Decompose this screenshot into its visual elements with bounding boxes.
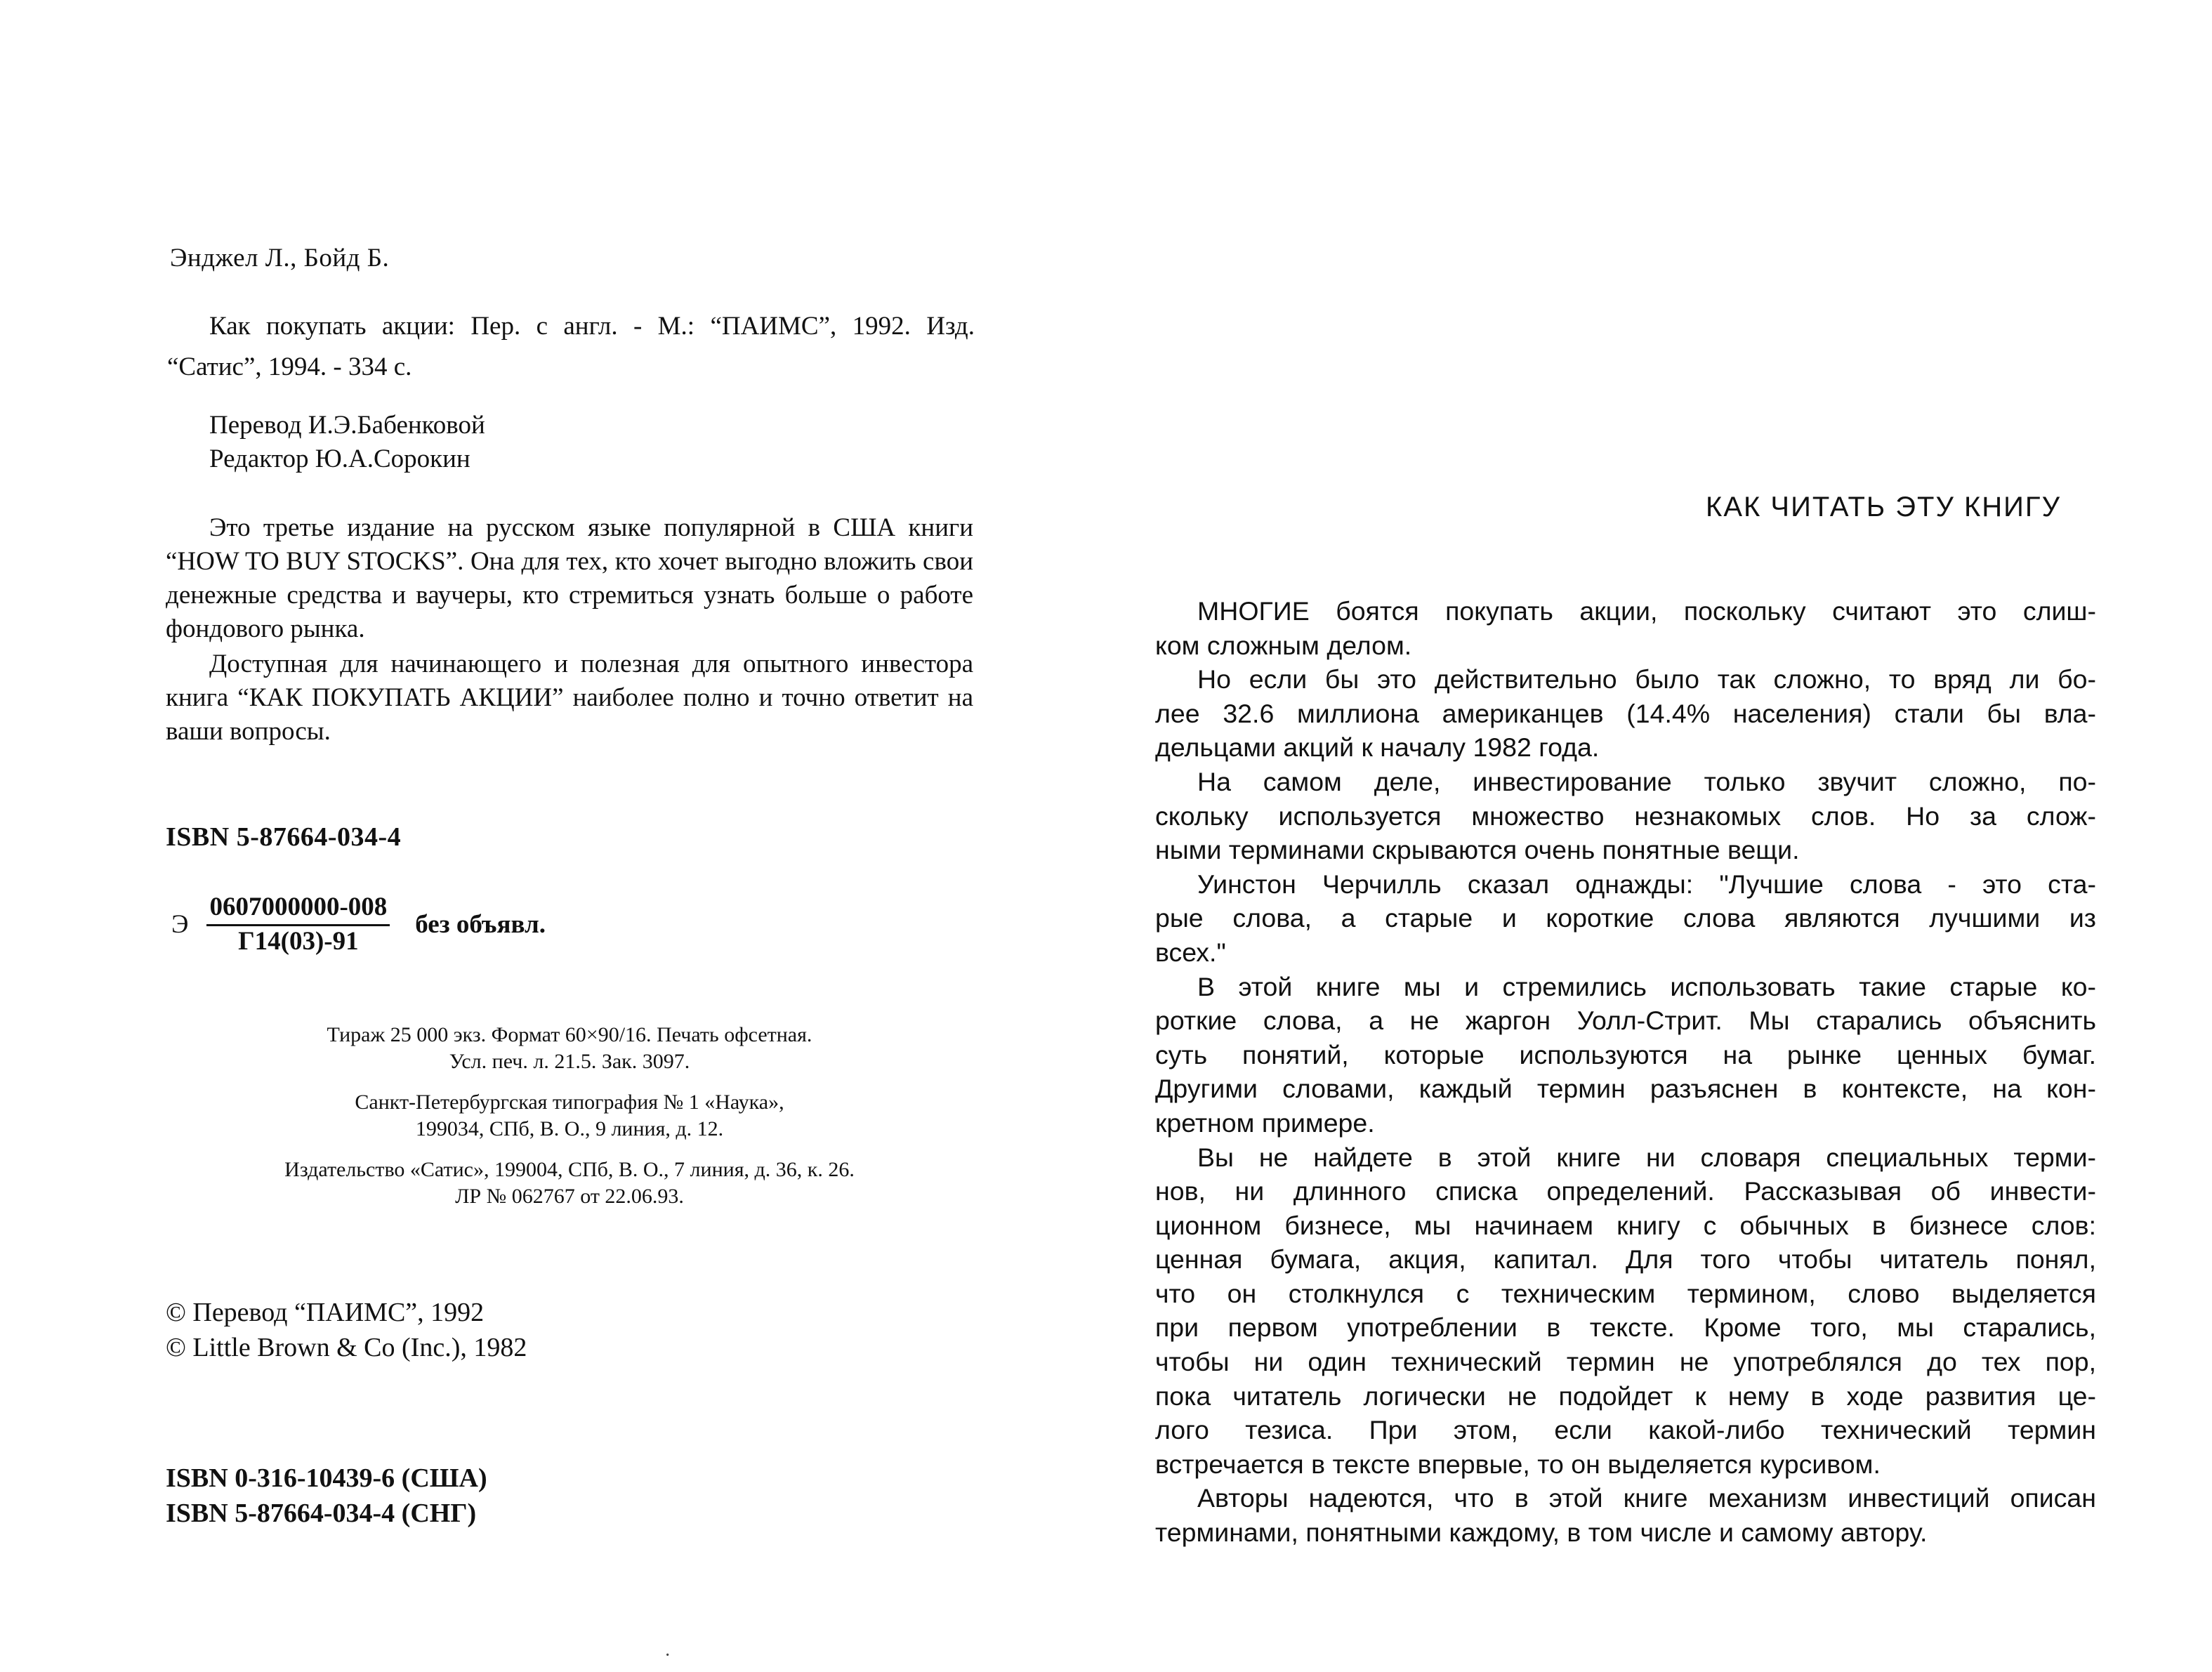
- body-line: ком сложным делом.: [1155, 630, 1412, 660]
- annotation-paragraph: Это третье издание на русском языке популярной в США книги “HOW TO BUY STOCKS”. Она для тех, кто хочет выгодно вложить свои денежные средства и ваучеры, кто стремиться узнать больше о работе фондового рынка.: [166, 513, 973, 643]
- bibliographic-citation: Как покупать акции: Пер. с англ. - М.: “ПАИМС”, 1992. Изд. “Сатис”, 1994. - 334 с.: [167, 312, 975, 381]
- index-code-numerator: 0607000000-008: [206, 892, 390, 926]
- body-line: роткие слова, а не жаргон Уолл-Стрит. Мы старались объяснить: [1155, 1006, 2096, 1036]
- right-page: [1106, 0, 2212, 1672]
- isbn-line: ISBN 0-316-10439-6 (США): [166, 1463, 487, 1493]
- print-info-line: Тираж 25 000 экз. Формат 60×90/16. Печать офсетная.: [327, 1023, 812, 1046]
- isbn-main: ISBN 5-87664-034-4: [166, 822, 402, 852]
- print-info-line: Санкт-Петербургская типография № 1 «Наука»,: [355, 1091, 784, 1114]
- body-line: ционном бизнесе, мы начинаем книгу с обычных в бизнесе слов:: [1155, 1210, 2096, 1240]
- body-line: МНОГИЕ боятся покупать акции, поскольку считают это слиш-: [1197, 596, 2096, 626]
- body-line: Уинстон Черчилль сказал однажды: "Лучшие слова - это ста-: [1197, 869, 2096, 899]
- body-line: Но если бы это действительно было так сложно, то вряд ли бо-: [1197, 664, 2096, 695]
- body-line: В этой книге мы и стремились использовать такие старые ко-: [1197, 971, 2096, 1001]
- body-line: встречается в тексте впервые, то он выделяется курсивом.: [1155, 1449, 1881, 1479]
- body-line: ценная бумага, акция, капитал. Для того чтобы читатель понял,: [1155, 1244, 2096, 1275]
- body-line: рые слова, а старые и короткие слова являются лучшими из: [1155, 903, 2096, 933]
- body-line: кретном примере.: [1155, 1107, 1375, 1138]
- body-line: скольку используется множество незнакомых слов. Но за слож-: [1155, 801, 2096, 831]
- body-line: нов, ни длинного списка определений. Рассказывая об инвести-: [1155, 1176, 2096, 1206]
- translator-credit: Перевод И.Э.Бабенковой: [209, 411, 485, 440]
- body-line: суть понятий, которые используются на рынке ценных бумаг.: [1155, 1039, 2096, 1069]
- body-line: Авторы надеются, что в этой книге механизм инвестиций описан: [1197, 1483, 2096, 1513]
- copyright-line: © Little Brown & Co (Inc.), 1982: [166, 1333, 527, 1362]
- body-line: лее 32.6 миллиона американцев (14.4% населения) стали бы вла-: [1155, 698, 2096, 728]
- copyright-line: © Перевод “ПАИМС”, 1992: [166, 1298, 485, 1327]
- print-info-line: ЛР № 062767 от 22.06.93.: [455, 1185, 684, 1208]
- index-code-note: без объявл.: [415, 910, 546, 939]
- authors: Энджел Л., Бойд Б.: [170, 244, 390, 272]
- isbn-list: [166, 1461, 487, 1531]
- print-info-run: [166, 1022, 973, 1075]
- print-info-line: 199034, СПб, В. О., 9 линия, д. 12.: [415, 1117, 724, 1140]
- body-line: терминами, понятными каждому, в том числе и самому автору.: [1155, 1518, 1928, 1548]
- index-code-fraction: [206, 892, 390, 957]
- print-info-line: Издательство «Сатис», 199004, СПб, В. О., 7 линия, д. 36, к. 26.: [284, 1158, 855, 1181]
- body-line: Вы не найдете в этой книге ни словаря специальных терми-: [1197, 1142, 2096, 1172]
- body-line: при первом употреблении в тексте. Кроме того, мы старались,: [1155, 1312, 2096, 1343]
- copyrights: [166, 1295, 527, 1365]
- index-code-denominator: Г14(03)-91: [238, 927, 359, 956]
- credits: [209, 409, 485, 476]
- scan-speck: ·: [664, 1645, 671, 1666]
- body-line: чтобы ни один технический термин не употреблялся до тех пор,: [1155, 1347, 2096, 1377]
- body-line: что он столкнулся с техническим термином, слово выделяется: [1155, 1278, 2096, 1308]
- body-line: пока читатель логически не подойдет к нему в ходе развития це-: [1155, 1381, 2096, 1411]
- annotation: [166, 511, 973, 750]
- print-info-printer: [166, 1089, 973, 1143]
- chapter-body: [1155, 594, 2096, 1550]
- body-line: всех.": [1155, 937, 1226, 967]
- body-line: дельцами акций к началу 1982 года.: [1155, 732, 1600, 763]
- index-code: [171, 892, 546, 957]
- body-line: Другими словами, каждый термин разъяснен в контексте, на кон-: [1155, 1074, 2096, 1104]
- body-line: На самом деле, инвестирование только звучит сложно, по-: [1197, 766, 2096, 796]
- print-info-publisher: [166, 1157, 973, 1210]
- chapter-title: КАК ЧИТАТЬ ЭТУ КНИГУ: [1706, 492, 2061, 522]
- annotation-paragraph: Доступная для начинающего и полезная для опытного инвестора книга “КАК ПОКУПАТЬ АКЦИИ” наиболее полно и точно ответит на ваши вопросы.: [166, 650, 973, 746]
- editor-credit: Редактор Ю.А.Сорокин: [209, 445, 470, 473]
- print-info-line: Усл. печ. л. 21.5. Зак. 3097.: [449, 1050, 690, 1073]
- isbn-line: ISBN 5-87664-034-4 (СНГ): [166, 1499, 477, 1528]
- index-code-prefix: Э: [171, 910, 189, 939]
- body-line: лого тезиса. При этом, если какой-либо технический термин: [1155, 1415, 2096, 1445]
- print-info: [166, 1022, 973, 1224]
- body-line: ными терминами скрываются очень понятные вещи.: [1155, 835, 1800, 865]
